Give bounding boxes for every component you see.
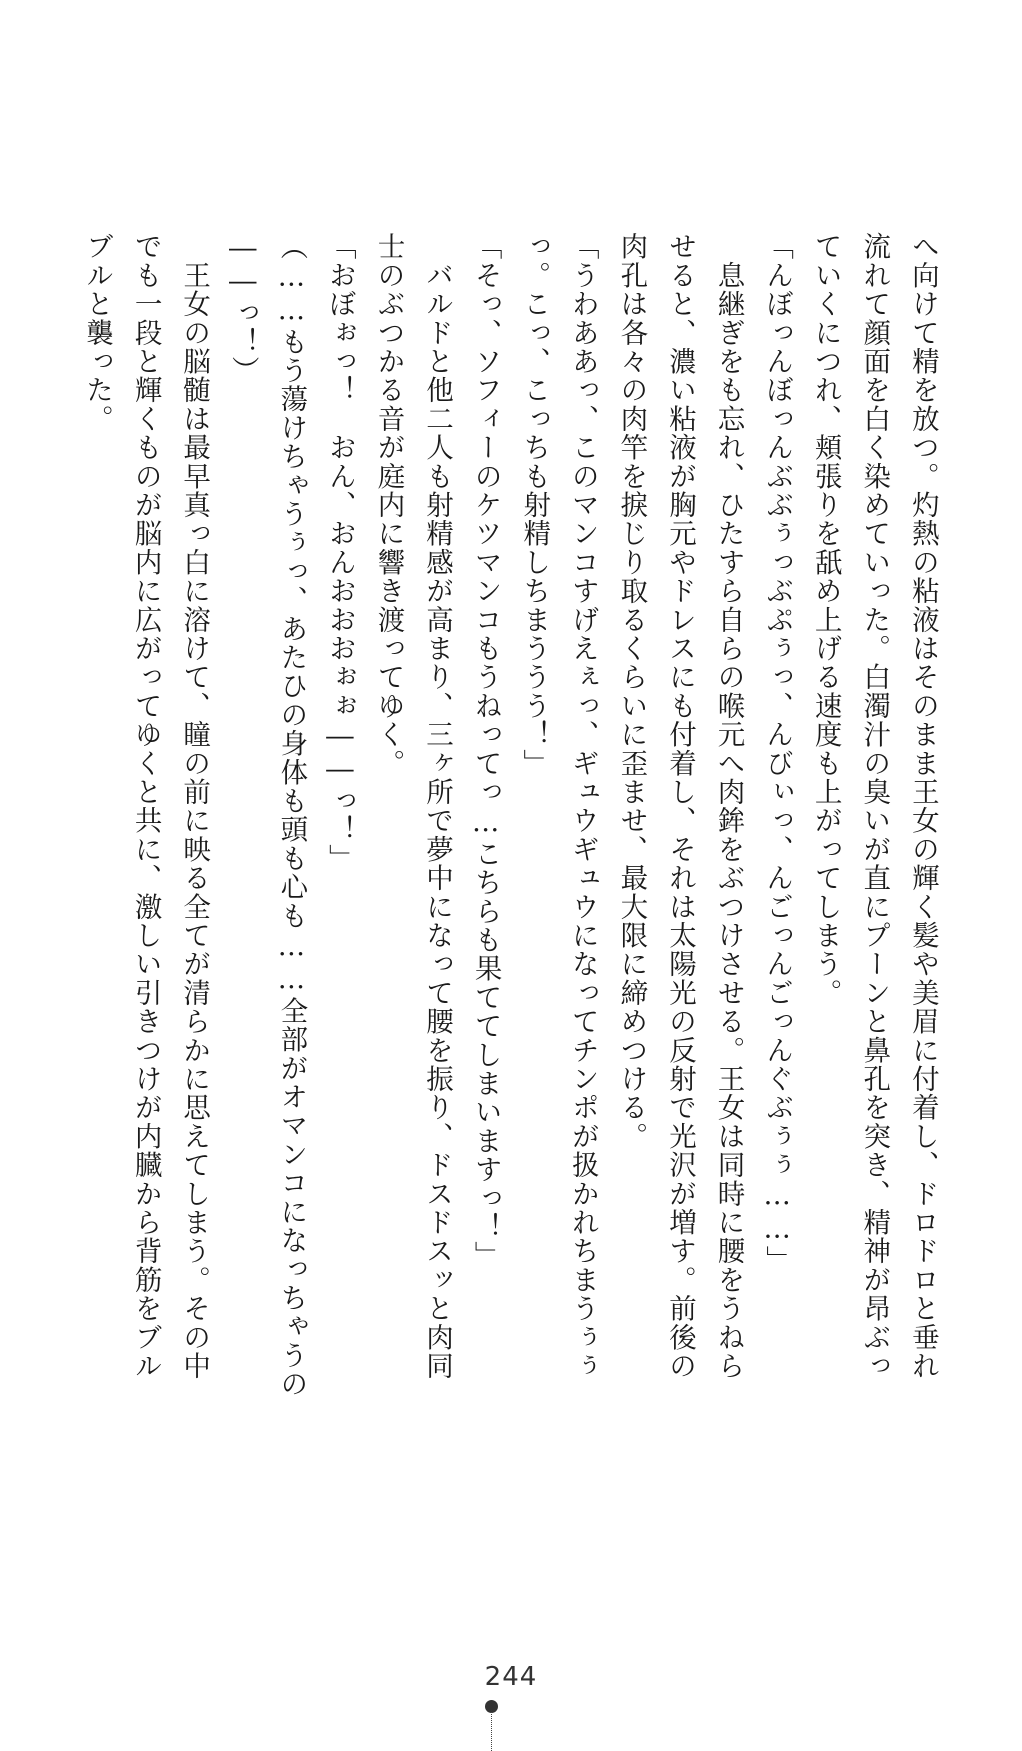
page-number: 244 [484, 1662, 538, 1692]
text-line: 「うわああっ、このマンコすげえぇっ、ギュウギュウになってチンポが扱かれちまうぅぅ [566, 232, 599, 1380]
bookmark-string [491, 1712, 493, 1751]
text-line: （……もう蕩けちゃうぅっ、あたひの身体も頭も心も……全部がオマンコになっちゃうの [275, 232, 308, 1398]
text-line: 王女の脳髄は最早真っ白に溶けて、瞳の前に映る全てが清らかに思えてしまう。その中 [178, 232, 211, 1380]
text-line: せると、濃い粘液が胸元やドレスにも付着し、それは太陽光の反射で光沢が増す。前後の [663, 232, 696, 1380]
text-line: っ。こっ、こっちも射精しちまううう！」 [518, 232, 551, 778]
text-line: 流れて顔面を白く染めていった。白濁汁の臭いが直にプーンと鼻孔を突き、精神が昂ぶっ [858, 232, 891, 1380]
text-line: 息継ぎをも忘れ、ひたすら自らの喉元へ肉鉾をぶつけさせる。王女は同時に腰をうねら [712, 232, 745, 1380]
text-line: ていくにつれ、頬張りを舐め上げる速度も上がってしまう。 [809, 232, 842, 1007]
vertical-text-body [80, 232, 940, 1492]
text-line: でも一段と輝くものが脳内に広がってゆくと共に、激しい引きつけが内臓から背筋をブル [129, 232, 162, 1380]
text-line: へ向けて精を放つ。灼熱の粘液はそのまま王女の輝く髪や美眉に付着し、ドロドロと垂れ [906, 232, 939, 1380]
text-line: 「そっ、ソフィーのケツマンコもうねってっ…こちらも果ててしまいますっ！」 [469, 232, 502, 1270]
text-line: 士のぶつかる音が庭内に響き渡ってゆく。 [372, 232, 405, 778]
text-line: バルドと他二人も射精感が高まり、三ヶ所で夢中になって腰を振り、ドスドスッと肉同 [421, 232, 454, 1380]
text-line: ブルと襲った。 [81, 232, 113, 433]
text-line: 肉孔は各々の肉竿を捩じり取るくらいに歪ませ、最大限に締めつける。 [615, 232, 648, 1151]
text-line: 「おぼぉっ！ おん、おんおおおぉぉ――っ！」 [323, 232, 356, 873]
text-line: 「んぼっんぼっんぶぶぅっぶぷぅっ、んびぃっ、んごっんごっんぐぶぅぅ……」 [761, 232, 794, 1275]
text-line: ――っ！） [226, 232, 259, 385]
